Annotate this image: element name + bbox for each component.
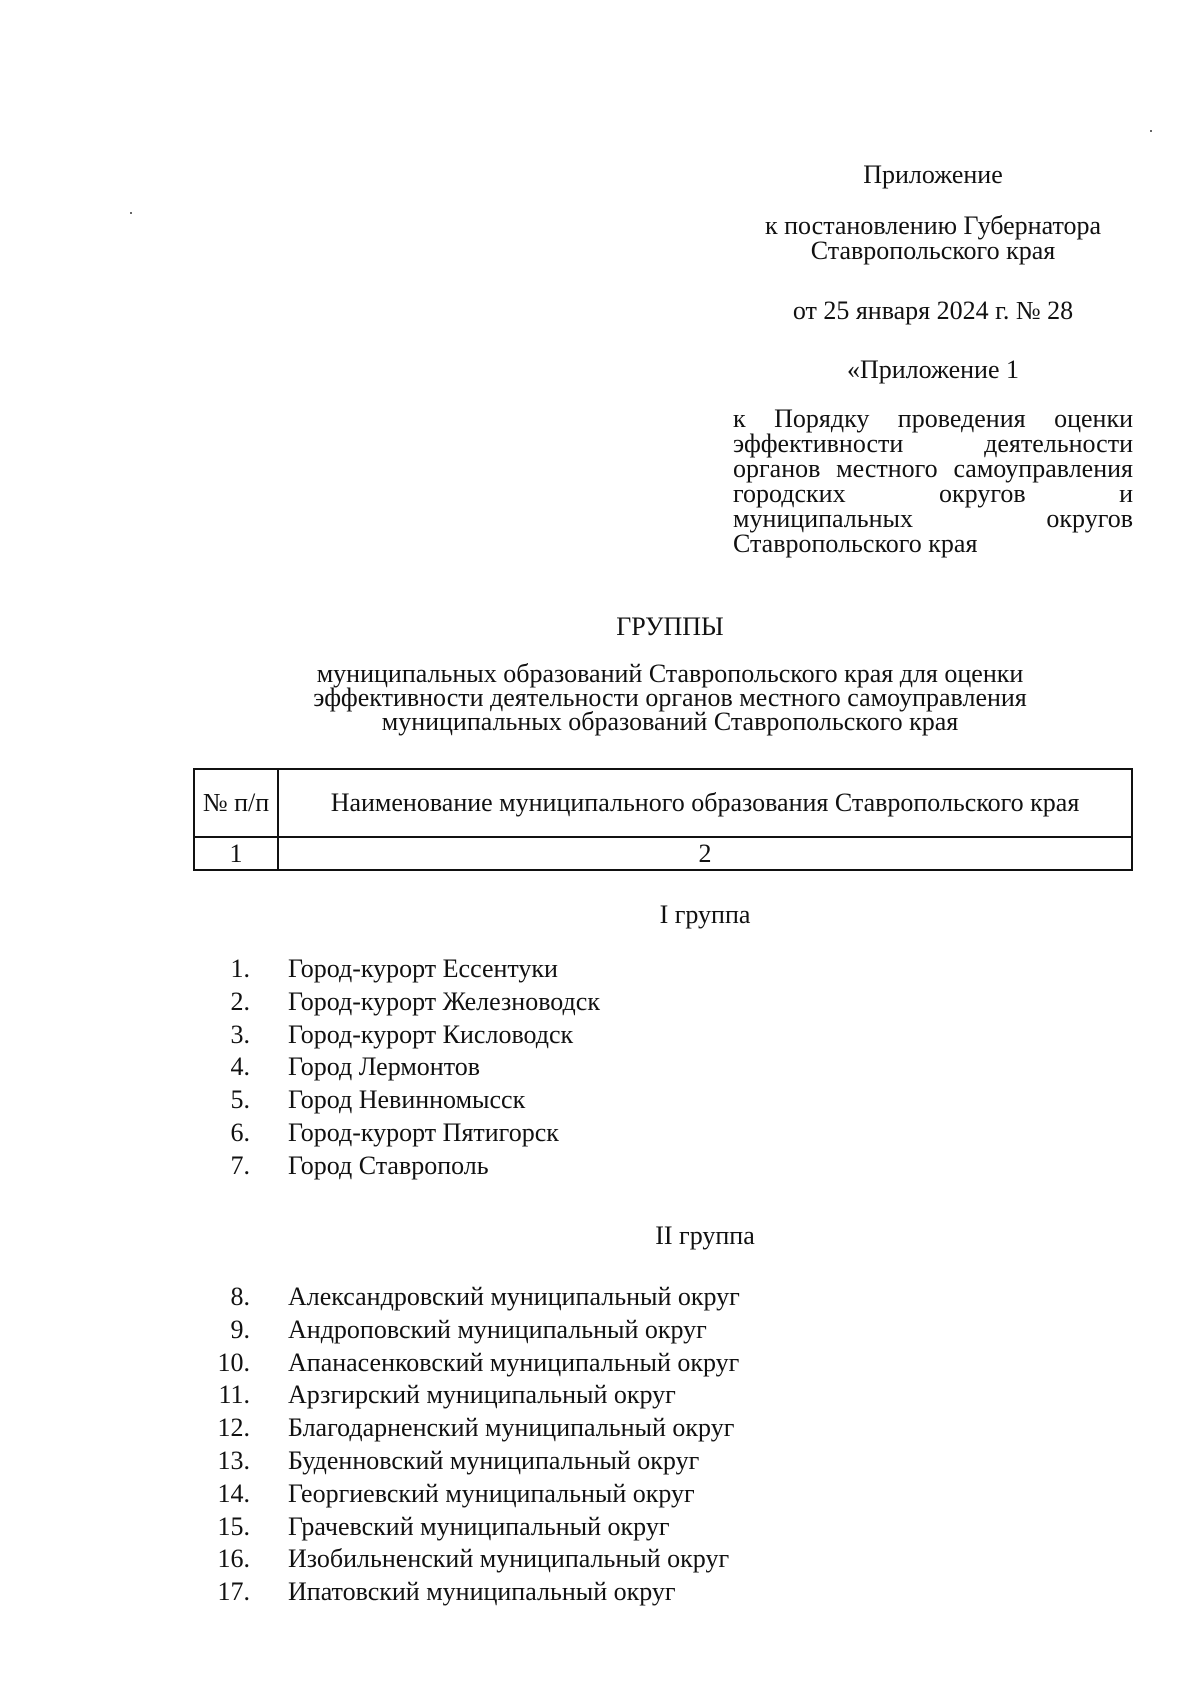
list-item: [190, 1478, 740, 1511]
subtitle-line3: муниципальных образований Ставропольского края: [381, 707, 959, 736]
scan-speck: [1150, 130, 1152, 132]
item-number: 11.: [218, 1380, 250, 1410]
item-number: 5.: [230, 1085, 250, 1115]
document-heading: ГРУППЫ: [616, 612, 724, 641]
list-item: [190, 1019, 600, 1052]
appendix-1-label: «Приложение 1: [846, 355, 1020, 384]
item-name: Изобильненский муниципальный округ: [288, 1544, 730, 1574]
list-item: [190, 1511, 740, 1544]
item-name: Арзгирский муниципальный округ: [288, 1380, 676, 1410]
item-number: 1.: [230, 954, 250, 983]
list-item: [190, 1150, 600, 1183]
item-number: 8.: [230, 1282, 250, 1311]
item-name: Город-курорт Железноводск: [288, 986, 600, 1016]
group-2-title: II группа: [655, 1221, 755, 1250]
item-name: Буденновский муниципальный округ: [288, 1445, 700, 1475]
list-item: [190, 1347, 740, 1380]
subtitle-line2: эффективности деятельности органов местного самоуправления: [313, 683, 1027, 712]
item-name: Город-курорт Ессентуки: [288, 954, 558, 983]
item-number: 2.: [230, 986, 250, 1016]
item-number: 16.: [217, 1544, 250, 1574]
subtitle-line1: муниципальных образований Ставропольского края для оценки: [316, 659, 1024, 688]
col-number-header: № п/п: [194, 769, 278, 837]
group-2-list: [190, 1281, 740, 1609]
list-item: [190, 1281, 740, 1314]
list-item: [190, 986, 600, 1019]
item-number: 9.: [230, 1314, 250, 1344]
list-item: [190, 1543, 740, 1576]
item-name: Благодарненский муниципальный округ: [288, 1413, 735, 1443]
list-item: [190, 1051, 600, 1084]
list-item: [190, 1117, 600, 1150]
item-name: Георгиевский муниципальный округ: [288, 1478, 695, 1508]
decree-reference-line2: Ставропольского края: [810, 236, 1056, 265]
col-name-index: 2: [278, 837, 1132, 870]
item-number: 6.: [230, 1117, 250, 1147]
item-name: Андроповский муниципальный округ: [288, 1314, 707, 1344]
order-reference: к Порядку проведения оценки эффективности деятельности органов местного самоуправления городских округов и муниципальных округов Ставропольского края: [733, 404, 1133, 558]
item-name: Ипатовский муниципальный округ: [288, 1577, 676, 1607]
item-number: 13.: [217, 1445, 250, 1475]
list-item: [190, 1412, 740, 1445]
item-number: 14.: [217, 1478, 250, 1508]
item-number: 4.: [230, 1052, 250, 1082]
appendix-label: Приложение: [863, 160, 1003, 189]
item-number: 7.: [230, 1150, 250, 1180]
col-number-index: 1: [194, 837, 278, 870]
item-number: 15.: [217, 1511, 250, 1541]
item-number: 10.: [217, 1347, 250, 1377]
item-name: Город-курорт Кисловодск: [288, 1019, 574, 1049]
list-item: [190, 1084, 600, 1117]
item-name: Город Лермонтов: [288, 1052, 480, 1082]
item-name: Апанасенковский муниципальный округ: [288, 1347, 740, 1377]
decree-date: от 25 января 2024 г. № 28: [792, 296, 1074, 325]
item-name: Грачевский муниципальный округ: [288, 1511, 670, 1541]
group-1-title: I группа: [659, 900, 751, 929]
groups-table-header: [193, 768, 1133, 871]
list-item: [190, 1379, 740, 1412]
item-number: 3.: [230, 1019, 250, 1049]
list-item: [190, 953, 600, 986]
decree-reference-line1: к постановлению Губернатора: [764, 211, 1102, 240]
scan-speck: [130, 212, 132, 214]
item-name: Город Невинномысск: [288, 1085, 526, 1115]
item-name: Александровский муниципальный округ: [288, 1282, 740, 1311]
item-name: Город Ставрополь: [288, 1150, 489, 1180]
list-item: [190, 1445, 740, 1478]
list-item: [190, 1576, 740, 1609]
item-number: 12.: [217, 1413, 250, 1443]
item-number: 17.: [217, 1577, 250, 1607]
list-item: [190, 1314, 740, 1347]
item-name: Город-курорт Пятигорск: [288, 1117, 559, 1147]
col-name-header: Наименование муниципального образования Ставропольского края: [278, 769, 1132, 837]
group-1-list: [190, 953, 600, 1183]
